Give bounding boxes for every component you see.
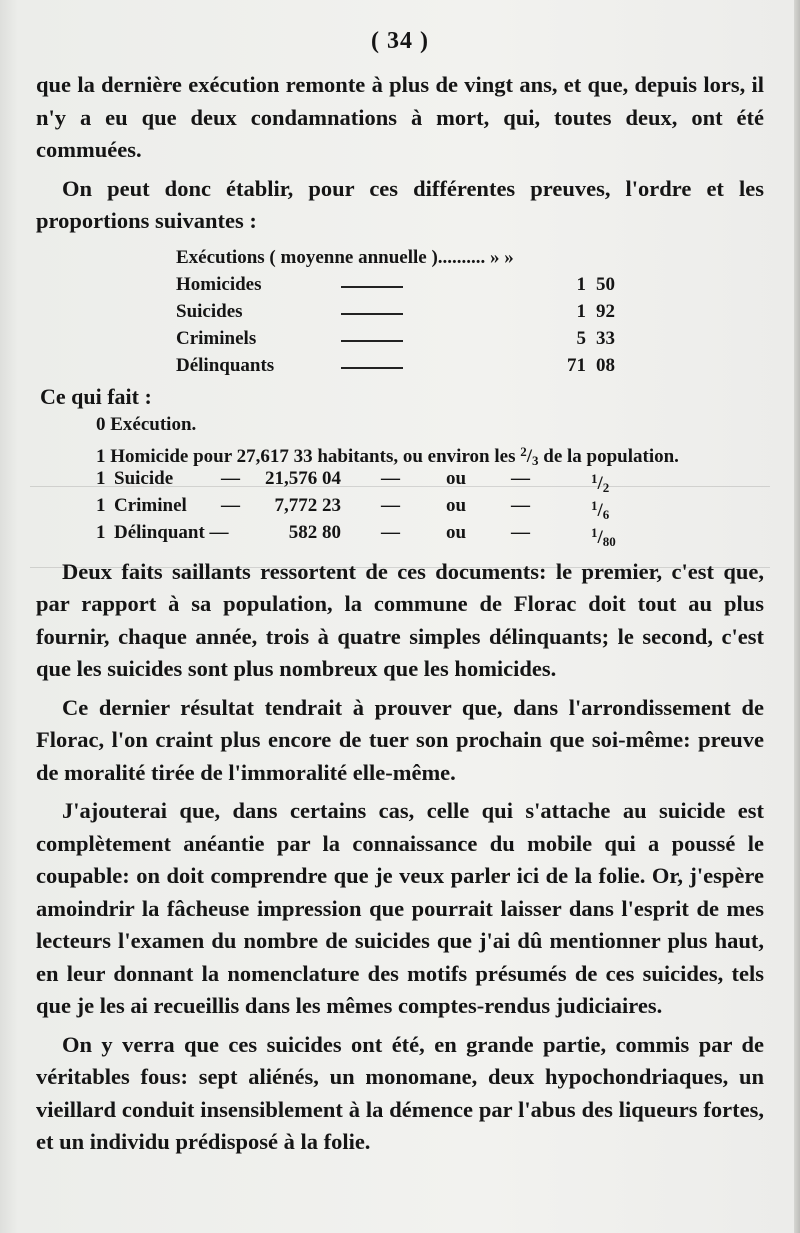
stats-rule	[341, 340, 403, 342]
stats-int: 1	[576, 300, 586, 322]
ratio-ou: ou	[446, 467, 467, 489]
ratio-dash: —	[511, 467, 530, 489]
ratio-label: Suicide	[114, 467, 174, 489]
page-edge	[794, 0, 800, 1233]
ratio-dash: —	[381, 494, 400, 516]
stats-dec: 50	[596, 273, 615, 295]
paragraph-3: Deux faits saillants ressortent de ces documents: le premier, c'est que, par rapport à sa population, la commune de Florac doit tout au plus fournir, chaque année, trois à quatre simples délinquants; le second, c'est que les suicides sont plus nombreux que les homicides.	[36, 558, 764, 681]
ratio-row	[36, 465, 764, 495]
stats-label: Homicides	[176, 273, 262, 295]
ratio-row	[36, 519, 764, 549]
ratio-dash: —	[221, 494, 240, 516]
ratio-value: 582 80	[288, 521, 341, 543]
ratio-count: 1	[96, 494, 106, 516]
ratio-dash: —	[221, 467, 240, 489]
stats-row	[36, 271, 764, 298]
stats-header-row	[36, 244, 764, 271]
stats-dec: 92	[596, 300, 615, 322]
stats-rule	[341, 286, 403, 288]
ratio-execution: 0 Exécution.	[96, 413, 197, 435]
ratio-fraction: $^1/_2$	[591, 470, 610, 495]
ratio-dash: —	[511, 521, 530, 543]
ratio-label: Criminel	[114, 494, 187, 516]
ratio-dash: —	[381, 467, 400, 489]
ratio-ou: ou	[446, 494, 467, 516]
paragraph-1: que la dernière exécution remonte à plus de vingt ans, et que, depuis lors, il n'y a eu que deux condamnations à mort, qui, toutes deux, ont été commuées.	[36, 72, 764, 162]
stats-row	[36, 325, 764, 352]
ratio-homicide-line: 1 Homicide pour 27,617 33 habitants, ou environ les	[96, 445, 516, 467]
ratio-row-execution	[36, 411, 764, 438]
ratios-table	[36, 411, 764, 549]
ratio-row	[36, 492, 764, 522]
ratio-ou: ou	[446, 521, 467, 543]
paragraph-5: J'ajouterai que, dans certains cas, celle qui s'attache au suicide est complètement anéantie par la connaissance du mobile qui a poussé le coupable: on doit comprendre que je veux parler ici de la folie. Or, j'espère amoindrir la fâcheuse impression que pourrait laisser dans l'esprit de mes lecteurs l'examen du nombre de suicides que j'ai dû mentionner plus haut, en leur donnant la nomenclature des motifs présumés de ces suicides, tels que je les ai recueillis dans les mêmes comptes-rendus judiciaires.	[36, 798, 764, 1018]
statistics-table	[36, 244, 764, 379]
ratio-dash: —	[381, 521, 400, 543]
stats-rule	[341, 313, 403, 315]
ratio-homicide-tail: de la population.	[543, 445, 679, 467]
stats-dec: 08	[596, 354, 615, 376]
paragraph-4: Ce dernier résultat tendrait à prouver que, dans l'arrondissement de Florac, l'on craint plus encore de tuer son prochain que soi-même: preuve de moralité tirée de l'immoralité elle-même.	[36, 694, 764, 785]
ratio-count: 1	[96, 521, 106, 543]
ratio-homicide-fraction: $^2/_3$	[520, 443, 539, 468]
stats-label: Criminels	[176, 327, 257, 349]
paragraph-2: On peut donc établir, pour ces différentes preuves, l'ordre et les proportions suivantes :	[36, 175, 764, 233]
stats-dec: 33	[596, 327, 615, 349]
stats-row	[36, 298, 764, 325]
page-number: ( 34 )	[371, 28, 429, 54]
stats-int: 5	[576, 327, 586, 349]
paragraph-6: On y verra que ces suicides ont été, en grande partie, commis par de véritables fous: sept aliénés, un monomane, deux hypochondriaques, un vieillard conduit insensiblement à la démence par l'abus des liqueurs fortes, et un individu prédisposé à la folie.	[36, 1031, 764, 1154]
ratio-row-homicide	[36, 438, 764, 468]
ratio-fraction: $^1/_6$	[591, 497, 610, 522]
ratio-fraction: $^1/_{80}$	[591, 524, 616, 549]
ratio-dash: —	[511, 494, 530, 516]
ratio-value: 21,576 04	[265, 467, 341, 489]
ratios-title: Ce qui fait :	[40, 383, 152, 409]
stats-int: 71	[567, 354, 586, 376]
stats-label: Suicides	[176, 300, 243, 322]
stats-header: Exécutions ( moyenne annuelle ).......... » »	[176, 246, 514, 268]
stats-int: 1	[576, 273, 586, 295]
stats-row	[36, 352, 764, 379]
ratio-value: 7,772 23	[274, 494, 341, 516]
stats-label: Délinquants	[176, 354, 275, 376]
stats-rule	[341, 367, 403, 369]
ratio-label: Délinquant —	[114, 521, 229, 543]
ratio-count: 1	[96, 467, 106, 489]
